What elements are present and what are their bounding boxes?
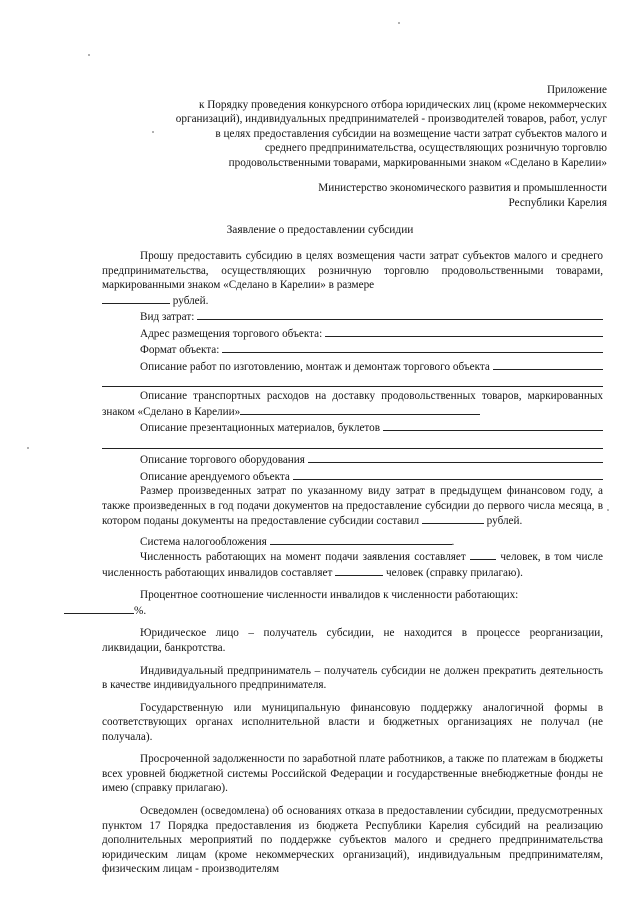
addressee [207, 181, 607, 210]
presentation-blank-line[interactable] [102, 436, 603, 449]
entrepreneur-paragraph: Индивидуальный предприниматель – получатель субсидии не должен прекратить деятельность в качестве индивидуального предпринимателя. [102, 664, 603, 692]
costs-paragraph [102, 484, 603, 529]
spacer [102, 744, 603, 752]
appendix-line: к Порядку проведения конкурсного отбора юридических лиц (кроме некоммерческих [198, 98, 607, 111]
equipment-blank[interactable] [308, 451, 603, 463]
debt-paragraph: Просроченной задолженности по заработной плате работников, а также по платежам в бюджеты всех уровней бюджетной системы Российской Федерации и государственные внебюджетные фонды не имею (справку прилагаю). [102, 753, 603, 795]
scan-speck [607, 509, 609, 511]
intro-end: рублей. [172, 294, 209, 307]
works-blank[interactable] [493, 358, 603, 370]
spacer [102, 618, 603, 626]
address-label: Адрес размещения торгового объекта: [140, 327, 323, 340]
ratio-paragraph [102, 588, 603, 618]
costs-blank[interactable] [422, 513, 484, 524]
staff-text: Численность работающих на момент подачи заявления составляет [140, 551, 466, 564]
transport-label: Описание транспортных расходов на доставку продовольственных товаров, маркированных знаком «Сделано в Карелии» [102, 390, 603, 418]
works-label: Описание работ по изготовлению, монтаж и демонтаж торгового объекта [140, 360, 490, 373]
appendix-line: продовольственными товарами, маркированными знаком «Сделано в Карелии» [228, 156, 607, 169]
appendix-line: организаций), индивидуальных предпринимателей - производителей товаров, работ, услуг [175, 113, 607, 126]
addressee-line: Министерство экономического развития и промышленности [318, 182, 607, 194]
spacer [102, 580, 603, 588]
address-blank[interactable] [325, 325, 603, 337]
works-field[interactable] [102, 358, 603, 375]
intro-paragraph [102, 249, 603, 308]
document-body [102, 249, 603, 877]
legal-entity-paragraph: Юридическое лицо – получатель субсидии, не находится в процессе реорганизации, ликвидации, банкротства. [102, 627, 603, 655]
intro-text: Прошу предоставить субсидию в целях возмещения части затрат субъектов малого и среднего предпринимательства, осуществляющих розничную торговлю продовольственными товарами, маркированными знаком «Сделано в Карелии» в размере [102, 250, 603, 292]
tax-label: Система налогообложения [140, 535, 267, 548]
format-field[interactable] [102, 341, 603, 358]
spacer [102, 693, 603, 701]
address-field[interactable] [102, 325, 603, 342]
appendix-header [127, 83, 607, 171]
costs-text: Размер произведенных затрат по указанному виду затрат в предыдущем финансовом году, а также произведенных в год подачи документов на предоставление субсидии до первого числа месяца, в котором поданы документы на предоставление субсидии составил [102, 485, 603, 528]
addressee-line: Республики Карелия [508, 196, 607, 209]
rent-blank[interactable] [293, 468, 603, 480]
works-blank-line[interactable] [102, 374, 603, 387]
rent-label: Описание арендуемого объекта [140, 470, 290, 483]
staff-disabled-blank[interactable] [335, 565, 383, 576]
rent-field[interactable] [102, 468, 603, 485]
amount-blank[interactable] [102, 293, 170, 304]
presentation-field[interactable] [102, 419, 603, 436]
document-title: Заявление о предоставлении субсидии [226, 224, 414, 236]
appendix-line: в целях предоставления субсидии на возмещение части затрат субъектов малого и [215, 127, 607, 140]
transport-blank[interactable] [240, 404, 480, 415]
ratio-end: %. [134, 604, 147, 617]
transport-field [102, 389, 603, 419]
awareness-paragraph: Осведомлен (осведомлена) об основаниях отказа в предоставлении субсидии, предусмотренных пунктом 17 Порядка предоставления из бюджета Республики Карелия субсидий на реализацию дополнительных мероприятий по поддержке субъектов малого и среднего предпринимательства юридическим лицам (кроме некоммерческих организаций), индивидуальным предпринимателям, физическим лицам - производителям [102, 804, 603, 876]
cost-type-blank[interactable] [197, 308, 603, 320]
staff-paragraph [102, 549, 603, 580]
spacer [102, 796, 603, 804]
cost-type-field[interactable] [102, 308, 603, 325]
scan-speck [398, 22, 400, 24]
format-label: Формат объекта: [140, 344, 220, 357]
spacer [102, 656, 603, 664]
appendix-line: Приложение [546, 84, 607, 96]
staff-total-blank[interactable] [470, 549, 496, 560]
ratio-blank[interactable] [64, 603, 134, 614]
appendix-line: среднего предпринимательства, осуществляющих розничную торговлю [264, 142, 607, 155]
equipment-field[interactable] [102, 451, 603, 468]
equipment-label: Описание торгового оборудования [140, 454, 305, 467]
presentation-label: Описание презентационных материалов, буклетов [140, 422, 381, 435]
staff-text-2: человек, в том числе численность работающих инвалидов составляет [102, 551, 604, 579]
scan-speck [152, 131, 154, 133]
scan-speck [27, 447, 29, 449]
staff-text-3: человек (справку прилагаю). [385, 566, 523, 579]
costs-end: рублей. [486, 515, 523, 528]
presentation-blank[interactable] [383, 419, 603, 431]
ratio-text: Процентное соотношение численности инвалидов к численности работающих: [140, 589, 519, 602]
scan-speck [88, 54, 90, 56]
format-blank[interactable] [222, 341, 603, 353]
cost-type-label: Вид затрат: [140, 311, 195, 324]
tax-blank[interactable] [270, 534, 452, 545]
tax-field[interactable]: Система налогообложения . [140, 535, 455, 548]
state-support-paragraph: Государственную или муниципальную финансовую поддержку аналогичной формы в соответствующих органах исполнительной власти и бюджетных организациях не получал (не получала). [102, 701, 603, 743]
